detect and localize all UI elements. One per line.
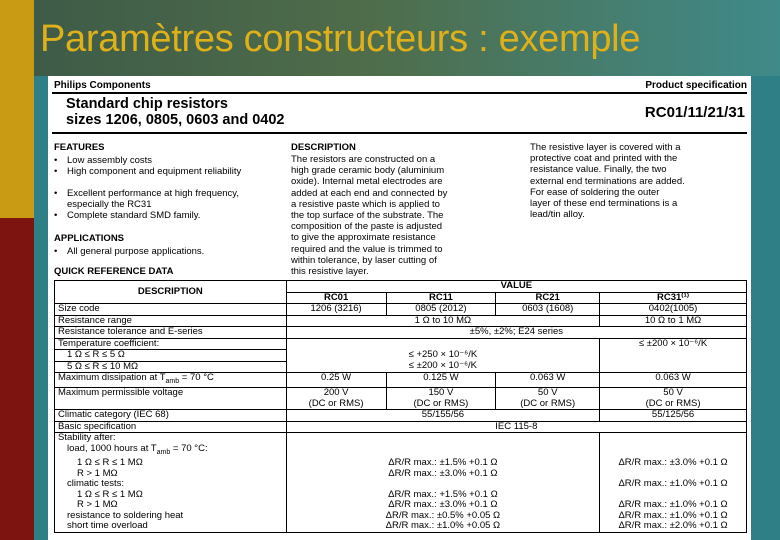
table-row — [55, 444, 747, 458]
cell-value: 0.25 W — [286, 373, 386, 388]
row-label: climatic tests: — [55, 479, 287, 490]
value-column-header: VALUE — [286, 281, 746, 293]
table-row — [55, 421, 747, 433]
row-label: Temperature coefficient: — [55, 338, 287, 350]
row-label: Resistance range — [55, 315, 287, 327]
header-rule — [52, 92, 747, 94]
company-name: Philips Components — [54, 80, 151, 91]
row-label: Climatic category (IEC 68) — [55, 410, 287, 422]
cell-value: ≤ ±200 × 10⁻⁶/K — [286, 361, 599, 373]
feature-item: • Complete standard SMD family. — [54, 210, 201, 221]
row-label: Maximum dissipation at $T_{amb} = 70$ °C — [55, 373, 287, 388]
cell-value: 55/155/56 — [286, 410, 599, 422]
application-item: • All general purpose applications. — [54, 246, 205, 257]
table-header-row — [55, 281, 747, 293]
table-row — [55, 410, 747, 422]
table-row — [55, 338, 747, 350]
description-heading: DESCRIPTION — [291, 142, 356, 153]
row-label: short time overload — [55, 521, 287, 532]
cell-value: ΔR/R max.: ±3.0% +0.1 Ω — [286, 500, 599, 511]
datasheet-page — [48, 76, 751, 540]
cell-empty — [286, 433, 599, 444]
cell-value: IEC 115-8 — [286, 421, 746, 433]
row-label: 1 Ω ≤ R ≤ 1 MΩ — [55, 490, 287, 501]
document-type: Product specification — [645, 80, 747, 91]
cell-value: ±5%, ±2%; E24 series — [286, 327, 746, 339]
cell-empty — [600, 433, 747, 444]
row-label: Stability after: — [55, 433, 287, 444]
cell-value: 0603 (1608) — [496, 304, 600, 316]
cell-value: 0402(1005) — [600, 304, 747, 316]
cell-empty — [600, 444, 747, 458]
table-row — [55, 521, 747, 532]
cell-value: 10 Ω to 1 MΩ — [600, 315, 747, 327]
cell-value: ΔR/R max.: +1.5% +0.1 Ω — [286, 490, 599, 501]
row-label: R > 1 MΩ — [55, 500, 287, 511]
applications-heading: APPLICATIONS — [54, 233, 125, 244]
features-heading: FEATURES — [54, 142, 105, 153]
table-row — [55, 388, 747, 410]
feature-item: • Low assembly costs — [54, 155, 153, 166]
cell-value: 0.125 W — [386, 373, 496, 388]
cell-empty — [286, 338, 599, 350]
cell-value: ΔR/R max.: ±1.5% +0.1 Ω — [286, 458, 599, 469]
cell-value: ΔR/R max.: ±3.0% +0.1 Ω — [600, 458, 747, 469]
cell-empty — [286, 444, 599, 458]
table-row — [55, 373, 747, 388]
row-label: Resistance tolerance and E-series — [55, 327, 287, 339]
cell-value: 200 V (DC or RMS) — [286, 388, 386, 410]
cell-value: 0.063 W — [496, 373, 600, 388]
slide-title: Paramètres constructeurs : exemple — [40, 18, 641, 60]
model-rc31: RC31⁽¹⁾ — [600, 292, 747, 304]
cell-value: ΔR/R max.: ±1.0% +0.1 Ω — [600, 500, 747, 511]
quick-reference-heading: QUICK REFERENCE DATA — [54, 266, 174, 277]
cell-value: ΔR/R max.: ±3.0% +0.1 Ω — [286, 469, 599, 480]
table-row — [55, 304, 747, 316]
cell-value: ΔR/R max.: ±0.5% +0.05 Ω — [286, 511, 599, 522]
cell-value: ΔR/R max.: ±1.0% +0.05 Ω — [286, 521, 599, 532]
row-label: Size code — [55, 304, 287, 316]
cell-value: ≤ +250 × 10⁻⁶/K — [286, 350, 599, 362]
cell-value: 1206 (3216) — [286, 304, 386, 316]
cell-value: ΔR/R max.: ±2.0% +0.1 Ω — [600, 521, 747, 532]
product-code: RC01/11/21/31 — [644, 104, 745, 121]
row-label: 1 Ω ≤ R ≤ 5 Ω — [55, 350, 287, 362]
title-rule — [52, 132, 747, 134]
description-text-continued: The resistive layer is covered with a protective coat and printed with the resistance value. Finally, the two external end terminations are added. For ease of soldering the outer layer of these end terminations is a lead/tin alloy. — [530, 142, 685, 221]
description-column-header: DESCRIPTION — [55, 281, 287, 304]
cell-value: 55/125/56 — [600, 410, 747, 422]
table-row — [55, 315, 747, 327]
row-label: R > 1 MΩ — [55, 469, 287, 480]
left-accent-red — [0, 218, 34, 540]
left-accent-yellow — [0, 0, 34, 218]
row-label: resistance to soldering heat — [55, 511, 287, 522]
row-label: load, 1000 hours at $T_{amb} = 70$ °C: — [55, 444, 287, 458]
description-text: The resistors are constructed on a high grade ceramic body (aluminium oxide). Internal metal electrodes are added at each end and connected by a resistive paste which is applied to the top surface of the substrate. The composition of the paste is adjusted to give the approximate resistance required and the value is trimmed to within tolerance, by laser cutting of this resistive layer. — [291, 154, 448, 278]
row-label: 1 Ω ≤ R ≤ 1 MΩ — [55, 458, 287, 469]
cell-value: ΔR/R max.: ±1.0% +0.1 Ω — [600, 511, 747, 522]
cell-value: 150 V (DC or RMS) — [386, 388, 496, 410]
cell-value: ΔR/R max.: ±1.0% +0.1 Ω — [600, 479, 747, 490]
cell-value: 0805 (2012) — [386, 304, 496, 316]
feature-item: • High component and equipment reliability — [54, 166, 242, 177]
quick-reference-table — [54, 280, 747, 533]
cell-value: 1 Ω to 10 MΩ — [286, 315, 599, 327]
model-rc11: RC11 — [386, 292, 496, 304]
table-row — [55, 327, 747, 339]
table-row — [55, 433, 747, 444]
cell-value: 50 V (DC or RMS) — [496, 388, 600, 410]
model-rc01: RC01 — [286, 292, 386, 304]
feature-item: • Excellent performance at high frequency, especially the RC31 — [54, 188, 239, 210]
product-title: Standard chip resistors — [66, 96, 228, 112]
model-rc21: RC21 — [496, 292, 600, 304]
cell-value: ≤ ±200 × 10⁻⁶/K — [600, 338, 747, 373]
cell-value: 50 V (DC or RMS) — [600, 388, 747, 410]
row-label: Basic specification — [55, 421, 287, 433]
row-label: Maximum permissible voltage — [55, 388, 287, 410]
product-subtitle: sizes 1206, 0805, 0603 and 0402 — [66, 112, 285, 128]
cell-value: 0.063 W — [600, 373, 747, 388]
row-label: 5 Ω ≤ R ≤ 10 MΩ — [55, 361, 287, 373]
